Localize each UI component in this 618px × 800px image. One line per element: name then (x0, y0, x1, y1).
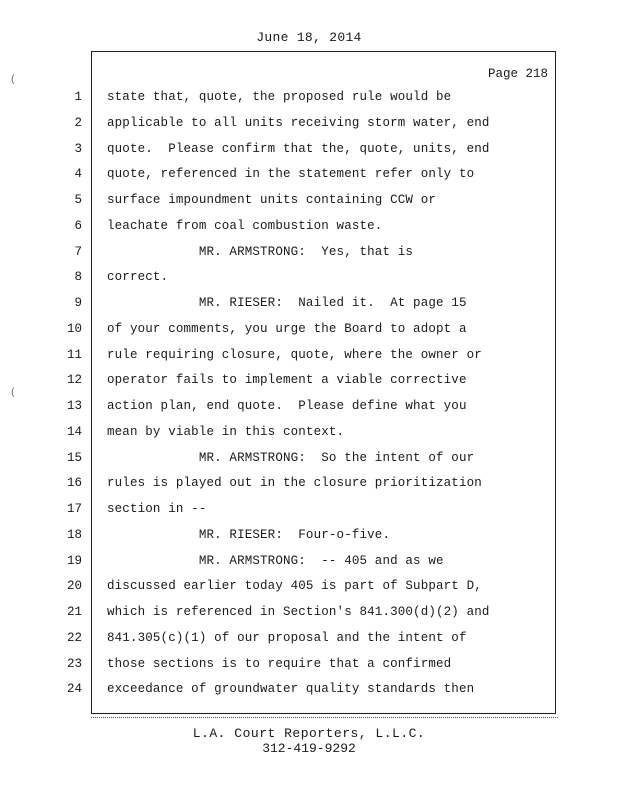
line-number: 19 (66, 554, 82, 568)
line-number: 17 (66, 502, 82, 516)
frame-divider (91, 714, 558, 718)
line-text: MR. RIESER: Four-o-five. (107, 528, 391, 542)
line-number: 24 (66, 682, 82, 696)
line-number: 8 (74, 270, 82, 284)
line-text: which is referenced in Section's 841.300(d)(2) and (107, 605, 490, 619)
line-number: 18 (66, 528, 82, 542)
line-text: surface impoundment units containing CCW or (107, 193, 437, 207)
line-number: 6 (74, 219, 82, 233)
line-text: quote. Please confirm that the, quote, units, end (107, 142, 490, 156)
line-number: 12 (66, 373, 82, 387)
line-text: 841.305(c)(1) of our proposal and the intent of (107, 631, 467, 645)
line-number: 23 (66, 657, 82, 671)
line-text: MR. ARMSTRONG: So the intent of our (107, 451, 475, 465)
scan-mark: ( (10, 388, 17, 399)
line-number: 5 (74, 193, 82, 207)
line-text: exceedance of groundwater quality standards then (107, 682, 475, 696)
line-text: action plan, end quote. Please define what you (107, 399, 467, 413)
line-text: operator fails to implement a viable corrective (107, 373, 467, 387)
line-number: 14 (66, 425, 82, 439)
line-text: discussed earlier today 405 is part of Subpart D, (107, 579, 482, 593)
line-number: 3 (74, 142, 82, 156)
line-number: 15 (66, 451, 82, 465)
line-text: applicable to all units receiving storm water, end (107, 116, 490, 130)
line-text: those sections is to require that a confirmed (107, 657, 452, 671)
line-number: 21 (66, 605, 82, 619)
line-text: rule requiring closure, quote, where the owner or (107, 348, 482, 362)
footer-phone: 312-419-9292 (262, 741, 356, 756)
line-text: rules is played out in the closure prioritization (107, 476, 482, 490)
line-text: section in -- (107, 502, 207, 516)
line-number: 11 (66, 348, 82, 362)
line-number: 1 (74, 90, 82, 104)
line-number: 13 (66, 399, 82, 413)
line-number: 22 (66, 631, 82, 645)
footer-firm-name: L.A. Court Reporters, L.L.C. (192, 726, 426, 741)
line-number: 20 (66, 579, 82, 593)
header-date: June 18, 2014 (256, 30, 362, 45)
line-number: 4 (74, 167, 82, 181)
line-text: leachate from coal combustion waste. (107, 219, 383, 233)
line-text: mean by viable in this context. (107, 425, 345, 439)
line-text: MR. ARMSTRONG: Yes, that is (107, 245, 414, 259)
line-text: MR. ARMSTRONG: -- 405 and as we (107, 554, 444, 568)
line-number: 10 (66, 322, 82, 336)
line-text: state that, quote, the proposed rule would be (107, 90, 452, 104)
line-text: correct. (107, 270, 169, 284)
line-number: 7 (74, 245, 82, 259)
scan-mark: ( (10, 75, 17, 86)
line-text: of your comments, you urge the Board to adopt a (107, 322, 467, 336)
line-number: 9 (74, 296, 82, 310)
page-number-label: Page 218 (487, 67, 548, 81)
line-number: 16 (66, 476, 82, 490)
line-text: quote, referenced in the statement refer only to (107, 167, 475, 181)
line-text: MR. RIESER: Nailed it. At page 15 (107, 296, 467, 310)
line-number: 2 (74, 116, 82, 130)
